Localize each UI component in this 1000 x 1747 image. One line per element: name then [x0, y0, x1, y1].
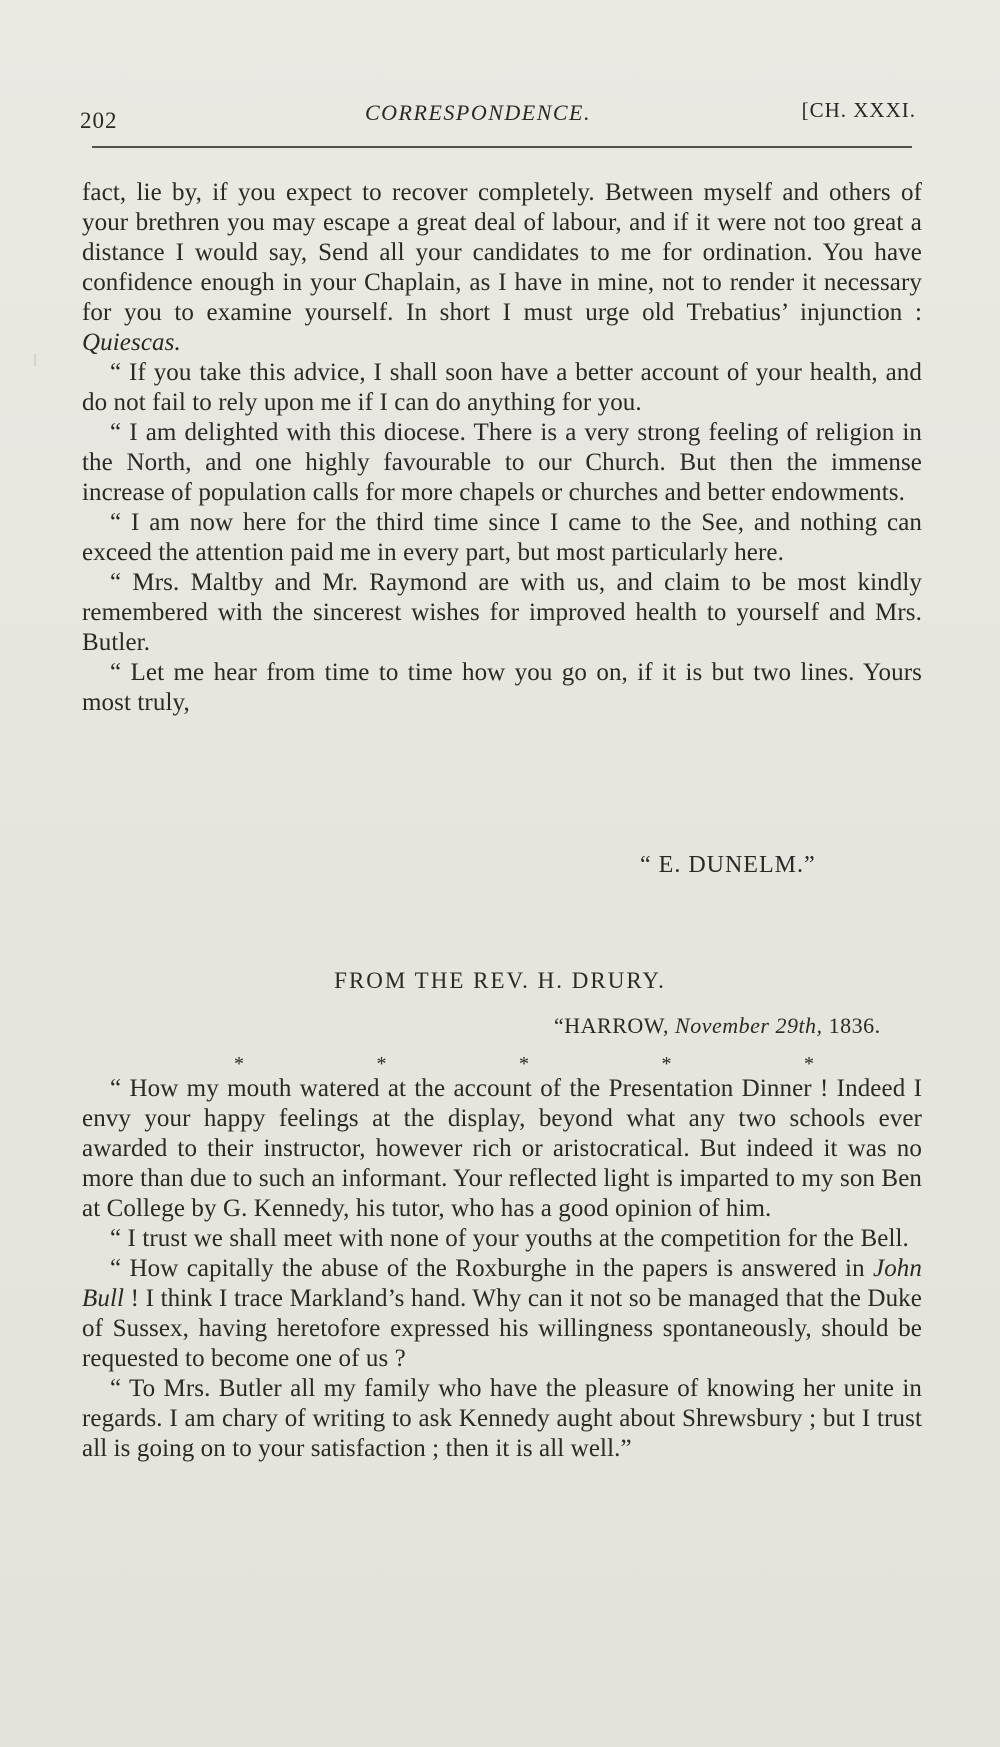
- dateline-year: 1836.: [828, 1013, 881, 1038]
- section-heading: FROM THE REV. H. DRURY.: [334, 968, 666, 993]
- chapter-reference: [CH. XXXI.: [801, 98, 916, 122]
- paragraph: “ I trust we shall meet with none of your youths at the competition for the Bell.: [110, 1225, 909, 1252]
- star: *: [376, 1053, 387, 1075]
- italic-word: Quiescas.: [82, 329, 181, 356]
- signature: “ E. DUNELM.”: [640, 852, 816, 878]
- page-number: 202: [80, 108, 118, 133]
- letter-two-body: [82, 1074, 922, 1464]
- paragraph-text: ! I think I trace Markland’s hand. Why can it not so be managed that the Duke of Sussex, having heretofore expressed his willingness spontaneously, should be requested to become one of us ?: [82, 1285, 922, 1372]
- letter-one-body: [82, 178, 922, 718]
- italic-title: John Bull: [82, 1255, 922, 1312]
- paragraph: “ I am now here for the third time since I came to the See, and nothing can exceed the attention paid me in every part, but most particularly here.: [82, 509, 922, 566]
- paragraph: “ If you take this advice, I shall soon have a better account of your health, and do not fail to rely upon me if I can do anything for you.: [82, 359, 922, 416]
- paragraph-text: “ How capitally the abuse of the Roxburghe in the papers is answered in: [110, 1255, 865, 1282]
- dateline-date: November 29th,: [675, 1013, 823, 1038]
- dateline-place: “HARROW,: [554, 1013, 670, 1038]
- star: *: [661, 1053, 672, 1075]
- paragraph: [82, 1254, 922, 1374]
- paragraph: “ Mrs. Maltby and Mr. Raymond are with us, and claim to be most kindly remembered with the sincerest wishes for improved health to yourself and Mrs. Butler.: [82, 569, 922, 656]
- paper-blemish: [34, 354, 36, 366]
- dateline: [554, 1013, 881, 1039]
- star: *: [519, 1053, 529, 1075]
- paragraph-text: fact, lie by, if you expect to recover completely. Between myself and others of your brethren you may escape a great deal of labour, and if it were not too great a distance I would say, Send all your candidates to me for ordination. You have confidence enough in your Chaplain, as I have in mine, not to render it necessary for you to examine yourself. In short I must urge old Trebatius’ injunction :: [82, 179, 922, 326]
- star: *: [234, 1053, 244, 1075]
- paragraph: “ How my mouth watered at the account of the Presentation Dinner ! Indeed I envy your happy feelings at the display, beyond what any two schools ever awarded to their instructor, however rich or aristocratical. But indeed it was no more than due to such an informant. Your reflected light is imparted to my son Ben at College by G. Kennedy, his tutor, who has a good opinion of him.: [82, 1075, 922, 1222]
- running-title: CORRESPONDENCE.: [365, 100, 591, 125]
- header-rule: [92, 146, 912, 148]
- paragraph: “ To Mrs. Butler all my family who have the pleasure of knowing her unite in regards. I am chary of writing to ask Kennedy aught about Shrewsbury ; but I trust all is going on to your satisfaction ; then it is all well.”: [82, 1375, 922, 1462]
- star: *: [804, 1053, 814, 1075]
- running-head: [80, 96, 916, 136]
- ellipsis-stars: [234, 1053, 814, 1076]
- paragraph: “ Let me hear from time to time how you go on, if it is but two lines. Yours most truly,: [82, 659, 922, 716]
- paragraph: “ I am delighted with this diocese. There is a very strong feeling of religion in the North, and one highly favourable to our Church. But then the immense increase of population calls for more chapels or churches and better endowments.: [82, 419, 922, 506]
- paragraph: [82, 178, 922, 358]
